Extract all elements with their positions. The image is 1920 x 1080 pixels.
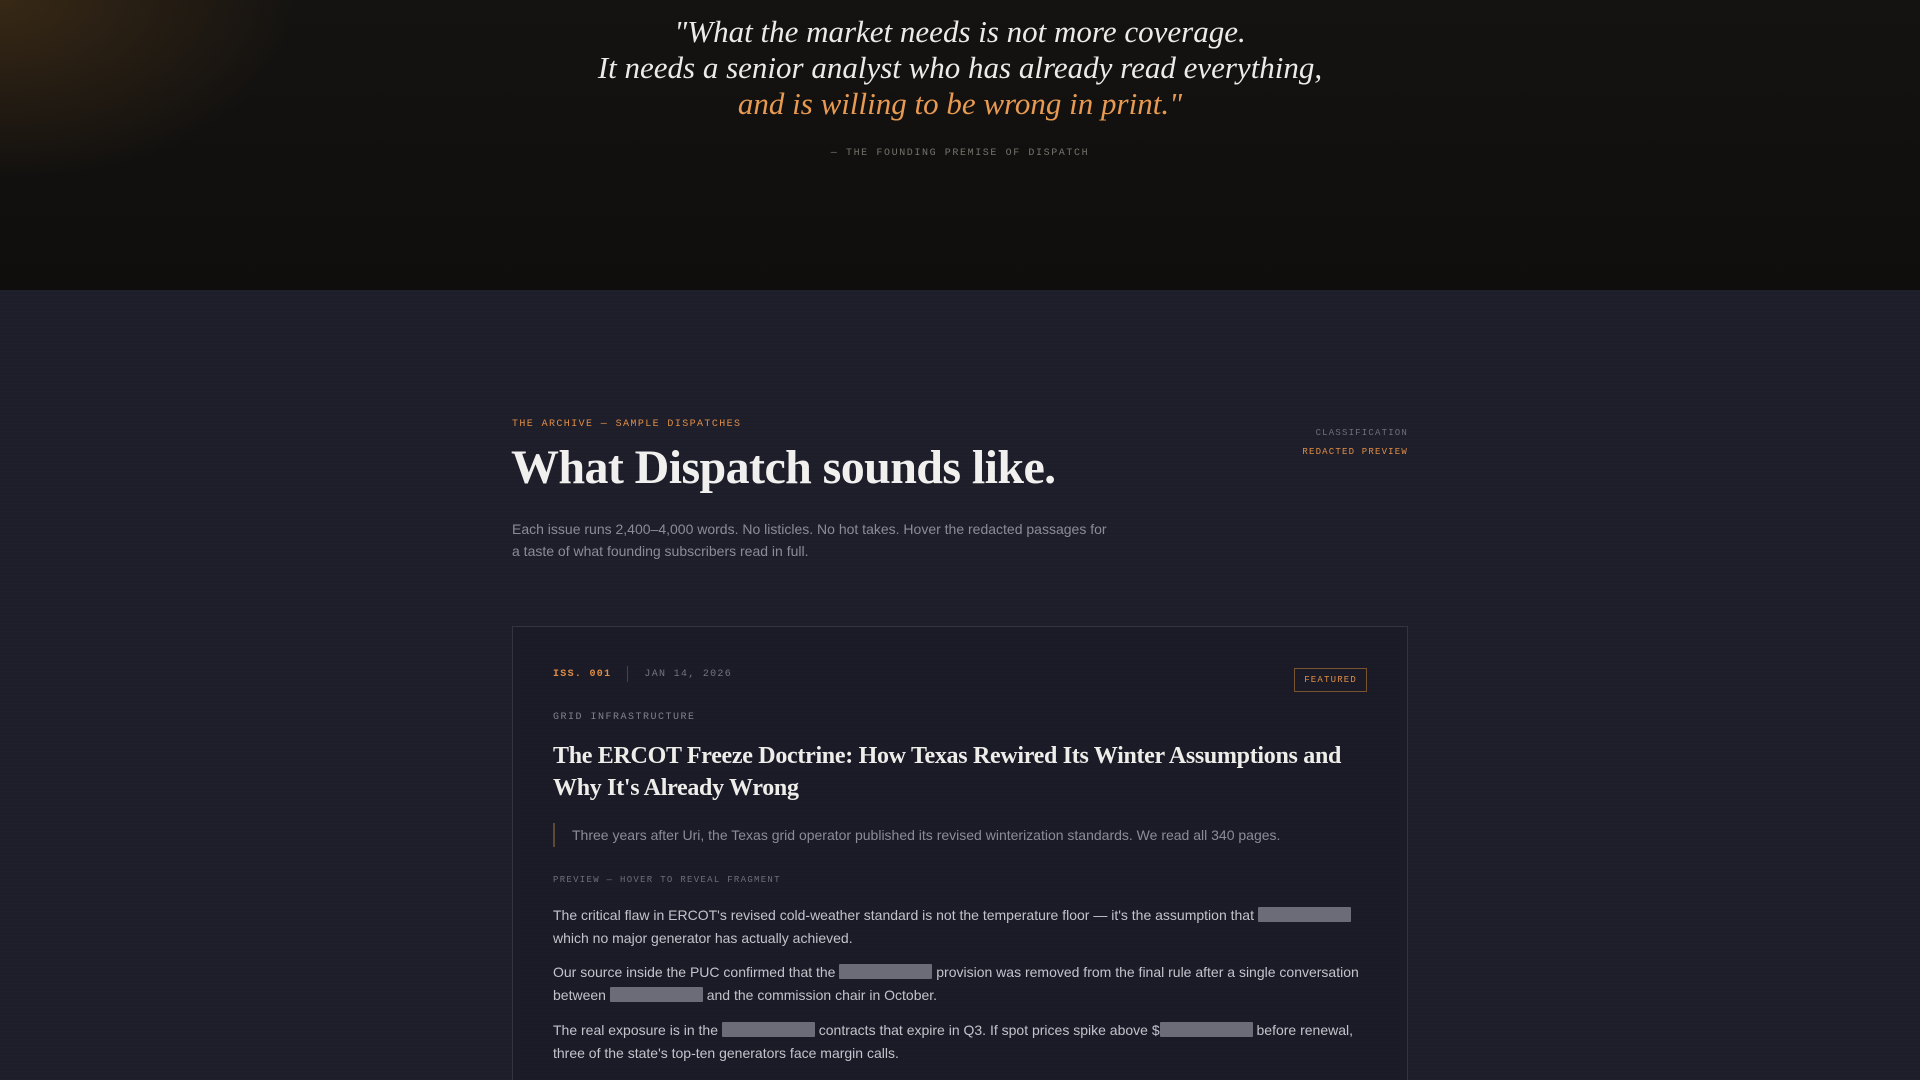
topic-tag: GRID INFRASTRUCTURE [553, 712, 696, 723]
redacted-passage[interactable] [722, 1022, 815, 1037]
paragraph-text: contracts that expire in Q3. If spot prices spike above $ [814, 1022, 1160, 1038]
dispatch-card[interactable] [512, 626, 1408, 1080]
quote-attribution: — THE FOUNDING PREMISE OF DISPATCH [830, 148, 1090, 159]
founding-quote [0, 14, 1920, 122]
paragraph-text: The real exposure is in the [553, 1022, 722, 1038]
quote-line-2: It needs a senior analyst who has already read everything, [597, 50, 1323, 85]
section-eyebrow: THE ARCHIVE — SAMPLE DISPATCHES [512, 419, 742, 430]
dispatch-title[interactable]: The ERCOT Freeze Doctrine: How Texas Rewired Its Winter Assumptions and Why It's Already Wrong [553, 743, 1342, 801]
issue-date: JAN 14, 2026 [644, 668, 733, 680]
paragraph-text: provision was removed from the final rule after a single conversation between [553, 964, 1359, 1003]
paragraph-text: and the commission chair in October. [702, 987, 938, 1003]
redacted-passage[interactable] [1258, 907, 1351, 922]
redacted-passage[interactable] [610, 987, 703, 1002]
preview-label: PREVIEW — HOVER TO REVEAL FRAGMENT [553, 875, 781, 885]
archive-section [0, 290, 1920, 1080]
section-intro: Each issue runs 2,400–4,000 words. No listicles. No hot takes. Hover the redacted passages for a taste of what founding subscribers read in full. [512, 521, 1107, 559]
meta-divider [627, 666, 628, 682]
paragraph-text: before renewal, three of the state's top-ten generators face margin calls. [553, 1022, 1354, 1061]
preview-paragraph-2 [553, 961, 1377, 1007]
preview-paragraph-1 [553, 904, 1377, 950]
section-headline: What Dispatch sounds like. [511, 441, 1056, 494]
featured-badge: FEATURED [1294, 668, 1367, 692]
preview-paragraph-3 [553, 1019, 1377, 1065]
redacted-passage[interactable] [839, 964, 932, 979]
hero-quote-section [0, 0, 1920, 290]
paragraph-text: The critical flaw in ERCOT's revised cold-weather standard is not the temperature floor — it's the assumption that [553, 907, 1258, 923]
issue-number: ISS. 001 [553, 668, 612, 680]
quote-line-1: "What the market needs is not more coverage. [674, 14, 1246, 49]
classification-value: REDACTED PREVIEW [1302, 447, 1408, 457]
redacted-passage[interactable] [1160, 1022, 1253, 1037]
paragraph-text: which no major generator has actually achieved. [553, 930, 853, 946]
dispatch-deck: Three years after Uri, the Texas grid operator published its revised winterization standards. We read all 340 pages. [553, 823, 1280, 847]
classification-block [1302, 424, 1408, 462]
issue-meta [553, 665, 732, 683]
classification-label: CLASSIFICATION [1315, 428, 1408, 438]
paragraph-text: Our source inside the PUC confirmed that the [553, 964, 840, 980]
quote-line-3: and is willing to be wrong in print." [737, 86, 1183, 121]
